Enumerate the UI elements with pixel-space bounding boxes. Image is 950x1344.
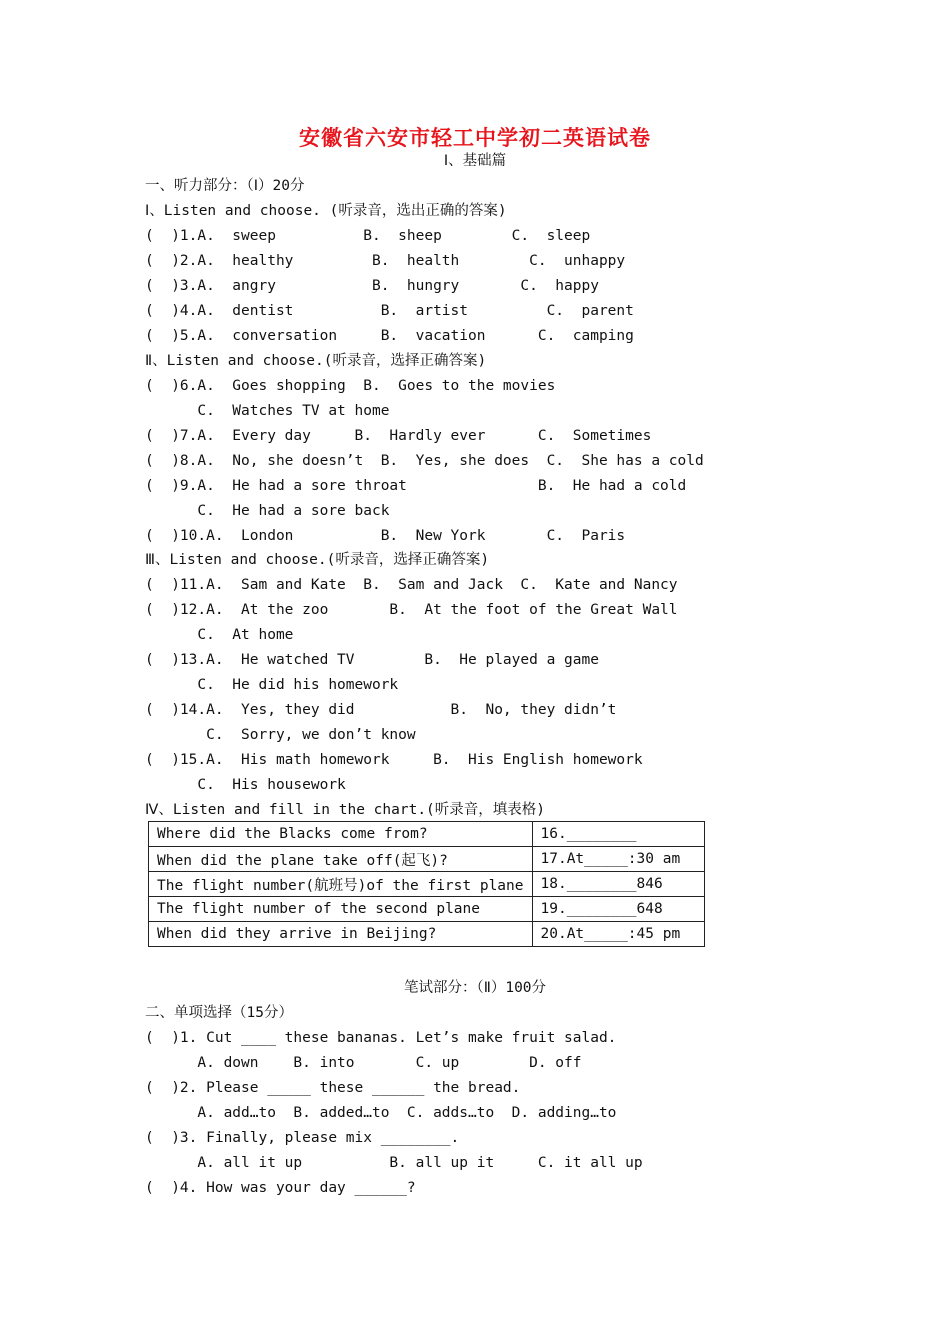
chart-question: When did the plane take off(起飞)? xyxy=(149,847,533,872)
question-12: ( )12.A. At the zoo B. At the foot of the Great Wall xyxy=(145,602,678,618)
question-7: ( )7.A. Every day B. Hardly ever C. Sometimes xyxy=(145,428,652,444)
question-15-option-c: C. His housework xyxy=(145,777,346,793)
question-13: ( )13.A. He watched TV B. He played a game xyxy=(145,652,599,668)
question-6-option-c: C. Watches TV at home xyxy=(145,403,390,419)
written-question-2-options: A. add…to B. added…to C. adds…to D. adding…to xyxy=(145,1105,617,1121)
question-13-option-c: C. He did his homework xyxy=(145,677,399,693)
question-6: ( )6.A. Goes shopping B. Goes to the movies xyxy=(145,378,556,394)
chart-answer-blank: 19.________648 xyxy=(532,897,705,922)
chart-answer-blank: 16.________ xyxy=(532,822,705,847)
table-row xyxy=(149,922,705,947)
question-9: ( )9.A. He had a sore throat B. He had a cold xyxy=(145,478,687,494)
chart-question: The flight number(航班号)of the first plane xyxy=(149,872,533,897)
question-15: ( )15.A. His math homework B. His English homework xyxy=(145,752,643,768)
question-9-option-c: C. He had a sore back xyxy=(145,503,390,519)
question-8: ( )8.A. No, she doesn’t B. Yes, she does C. She has a cold xyxy=(145,453,704,469)
question-14-option-c: C. Sorry, we don’t know xyxy=(145,727,416,743)
table-row xyxy=(149,822,705,847)
question-11: ( )11.A. Sam and Kate B. Sam and Jack C. Kate and Nancy xyxy=(145,577,678,593)
section-4-heading: Ⅳ、Listen and fill in the chart.(听录音，填表格) xyxy=(145,802,546,818)
table-row xyxy=(149,872,705,897)
written-question-1-options: A. down B. into C. up D. off xyxy=(145,1055,582,1071)
section-2-heading: Ⅱ、Listen and choose.(听录音，选择正确答案) xyxy=(145,353,487,369)
table-row xyxy=(149,897,705,922)
question-4: ( )4.A. dentist B. artist C. parent xyxy=(145,303,634,319)
written-question-3-options: A. all it up B. all up it C. it all up xyxy=(145,1155,643,1171)
section-1-heading: Ⅰ、Listen and choose. (听录音，选出正确的答案) xyxy=(145,203,507,219)
question-1: ( )1.A. sweep B. sheep C. sleep xyxy=(145,228,591,244)
chart-question: Where did the Blacks come from? xyxy=(149,822,533,847)
written-question-4: ( )4. How was your day ______? xyxy=(145,1180,416,1196)
chart-question: The flight number of the second plane xyxy=(149,897,533,922)
question-14: ( )14.A. Yes, they did B. No, they didn’t xyxy=(145,702,617,718)
question-12-option-c: C. At home xyxy=(145,627,294,643)
written-question-3: ( )3. Finally, please mix ________. xyxy=(145,1130,460,1146)
question-5: ( )5.A. conversation B. vacation C. camping xyxy=(145,328,634,344)
page-title: 安徽省六安市轻工中学初二英语试卷 xyxy=(299,125,651,150)
written-part-heading: 笔试部分：（Ⅱ）100分 xyxy=(403,980,547,996)
chart-question: When did they arrive in Beijing? xyxy=(149,922,533,947)
table-row xyxy=(149,847,705,872)
question-3: ( )3.A. angry B. hungry C. happy xyxy=(145,278,599,294)
question-10: ( )10.A. London B. New York C. Paris xyxy=(145,528,626,544)
question-2: ( )2.A. healthy B. health C. unhappy xyxy=(145,253,626,269)
section-3-heading: Ⅲ、Listen and choose.(听录音，选择正确答案) xyxy=(145,552,490,568)
multiple-choice-heading: 二、单项选择（15分） xyxy=(145,1005,293,1021)
chart-answer-blank: 17.At_____:30 am xyxy=(532,847,705,872)
listening-heading: 一、听力部分：（Ⅰ）20分 xyxy=(145,178,305,194)
chart-answer-blank: 18.________846 xyxy=(532,872,705,897)
written-question-1: ( )1. Cut ____ these bananas. Let’s make fruit salad. xyxy=(145,1030,617,1046)
chart-answer-blank: 20.At_____:45 pm xyxy=(532,922,705,947)
section-subtitle: Ⅰ、基础篇 xyxy=(443,153,507,169)
written-question-2: ( )2. Please _____ these ______ the bread. xyxy=(145,1080,521,1096)
fill-in-chart xyxy=(148,821,705,947)
